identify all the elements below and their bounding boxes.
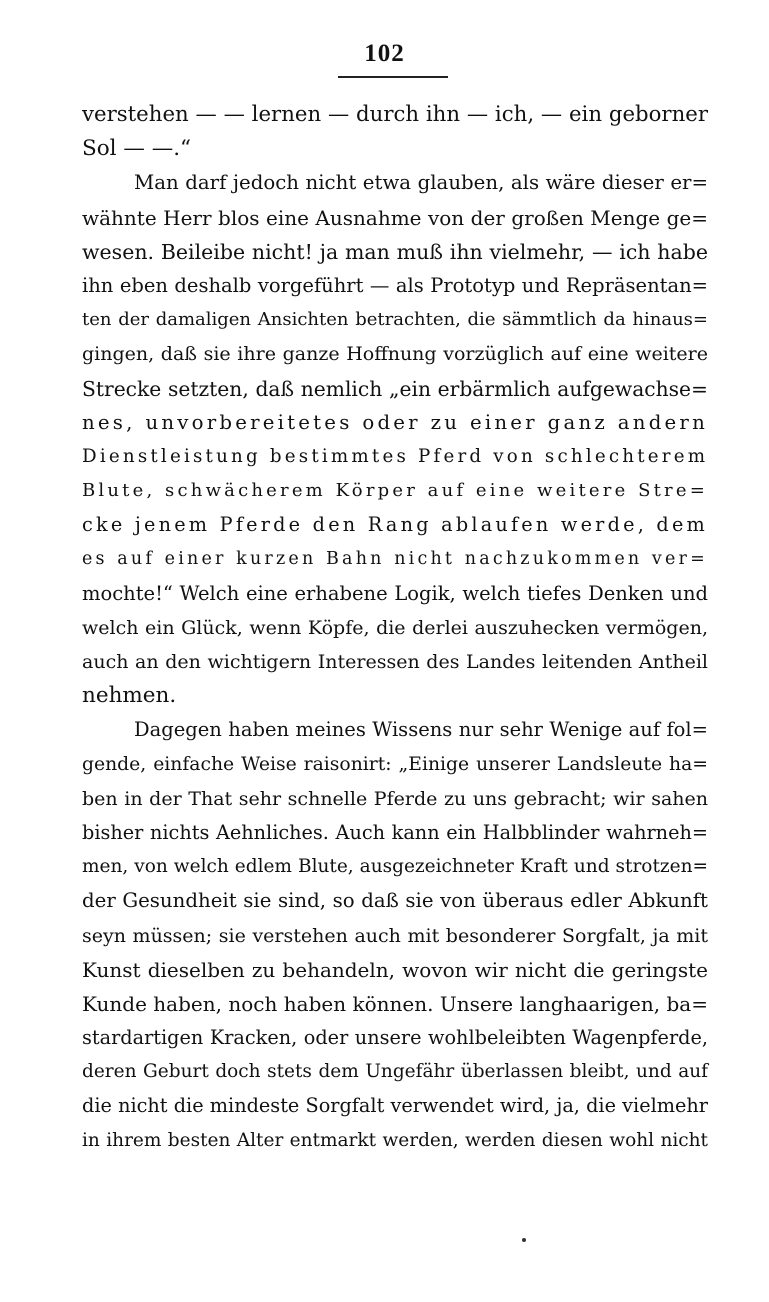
text-line: Kunst dieselben zu behandeln, wovon wir nicht die geringste	[82, 957, 708, 982]
text-line: Dienstleistung bestimmtes Pferd von schlechterem	[82, 445, 709, 467]
text-line: in ihrem besten Alter entmarkt werden, werden diesen wohl nicht	[82, 1129, 708, 1151]
text-line: gende, einfache Weise raisonirt: „Einige unserer Landsleute ha=	[82, 753, 708, 775]
text-line: der Gesundheit sie sind, so daß sie von überaus edler Abkunft	[82, 889, 708, 913]
text-line: nes, unvorbereitetes oder zu einer ganz andern	[82, 410, 708, 434]
text-line: mochte!“ Welch eine erhabene Logik, welch tiefes Denken und	[82, 581, 708, 605]
text-line: Kunde haben, noch haben können. Unsere langhaarigen, ba=	[82, 991, 708, 1016]
text-line: seyn müssen; sie verstehen auch mit besonderer Sorgfalt, ja mit	[82, 924, 708, 947]
text-line: Blute, schwächerem Körper auf eine weitere Stre=	[82, 480, 708, 502]
text-line: wesen. Beileibe nicht! ja man muß ihn vielmehr, — ich habe	[82, 239, 708, 264]
text-line: ben in der That sehr schnelle Pferde zu uns gebracht; wir sahen	[82, 787, 708, 810]
text-line: Man darf jedoch nicht etwa glauben, als wäre dieser er=	[134, 171, 708, 195]
text-line: ten der damaligen Ansichten betrachten, die sämmtlich da hinaus=	[82, 309, 708, 331]
text-line: welch ein Glück, wenn Köpfe, die derlei auszuhecken vermögen,	[82, 616, 708, 639]
text-line: Dagegen haben meines Wissens nur sehr Wenige auf fol=	[134, 718, 708, 742]
print-speck	[522, 1238, 526, 1242]
text-line: stardartigen Kracken, oder unsere wohlbeleibten Wagenpferde,	[82, 1026, 708, 1050]
text-line: die nicht die mindeste Sorgfalt verwendet wird, ja, die vielmehr	[82, 1094, 708, 1118]
body-text	[82, 98, 708, 1158]
header-rule	[338, 76, 448, 78]
text-line: men, von welch edlem Blute, ausgezeichneter Kraft und strotzen=	[82, 856, 708, 878]
text-line: Strecke setzten, daß nemlich „ein erbärmlich aufgewachse=	[82, 376, 708, 401]
text-line: ihn eben deshalb vorgeführt — als Prototyp und Repräsentan=	[82, 273, 708, 297]
text-line: bisher nichts Aehnliches. Auch kann ein Halbblinder wahrneh=	[82, 820, 708, 844]
text-line: cke jenem Pferde den Rang ablaufen werde, dem	[82, 513, 708, 537]
text-line: Sol — —.“	[82, 136, 192, 162]
text-line: es auf einer kurzen Bahn nicht nachzukommen ver=	[82, 549, 708, 570]
text-line: auch an den wichtigern Interessen des Landes leitenden Antheil	[82, 651, 708, 673]
text-line: wähnte Herr blos eine Ausnahme von der großen Menge ge=	[82, 205, 708, 230]
text-line: nehmen.	[82, 683, 177, 709]
text-line: deren Geburt doch stets dem Ungefähr überlassen bleibt, und auf	[82, 1061, 708, 1083]
text-line: gingen, daß sie ihre ganze Hoffnung vorzüglich auf eine weitere	[82, 343, 708, 366]
text-line: verstehen — — lernen — durch ihn — ich, — ein geborner	[82, 102, 708, 127]
page-number: 102	[364, 40, 405, 67]
